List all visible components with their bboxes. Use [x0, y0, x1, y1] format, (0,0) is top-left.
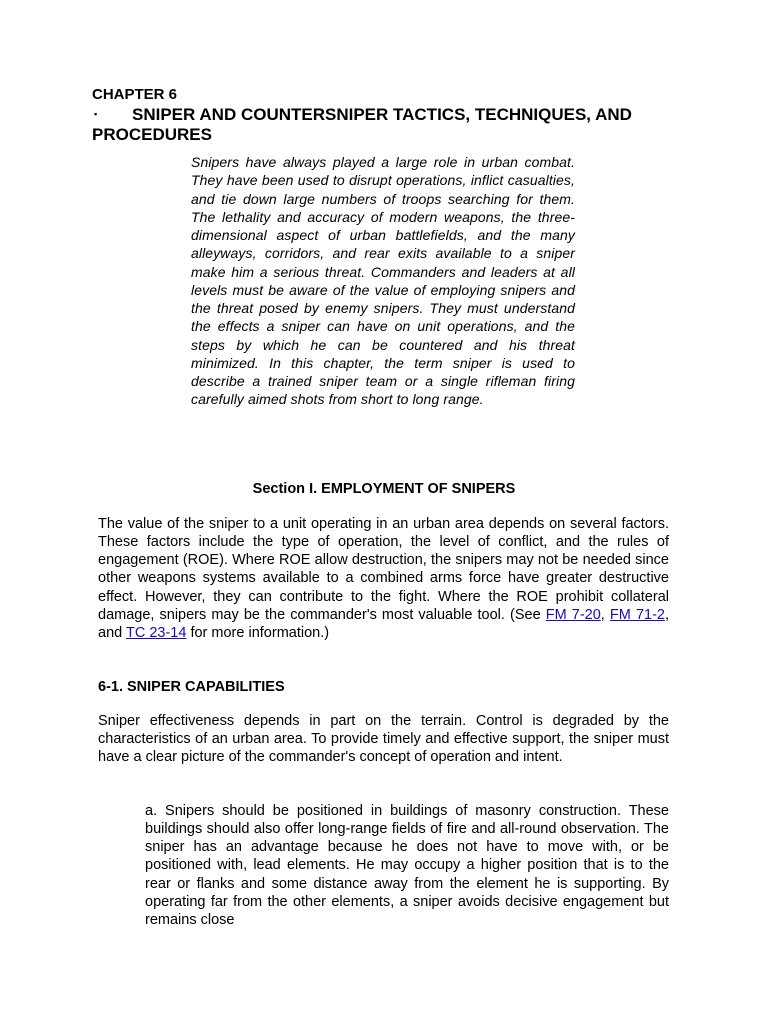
paragraph-capabilities: Sniper effectiveness depends in part on the terrain. Control is degraded by the characteristics of an urban area. To provide timely and effective support, the sniper must have a clear picture of the commander's concept of operation and intent.: [98, 713, 669, 766]
subsection-heading: 6-1. SNIPER CAPABILITIES: [98, 679, 285, 695]
link-fm-7-20[interactable]: FM 7-20: [545, 606, 601, 623]
paragraph-tail: for more information.): [190, 624, 330, 641]
paragraph-item-a: a. Snipers should be positioned in buildings of masonry construction. These buildings should also offer long-range fields of fire and all-round observation. The sniper has an advantage because he does not have to move with, or be positioned with, lead elements. He may occupy a higher position that is to the rear or flanks and some distance away from the element he is supporting. By operating far from the other elements, a sniper avoids decisive engagement but remains close: [145, 803, 669, 928]
link-separator: , and: [98, 606, 669, 641]
link-fm-71-2[interactable]: FM 71-2: [609, 606, 665, 623]
bullet-icon: ▪: [94, 109, 98, 119]
chapter-label: CHAPTER 6: [92, 86, 178, 103]
chapter-title-text: SNIPER AND COUNTERSNIPER TACTICS, TECHNIQUES, AND PROCEDURES: [92, 105, 632, 144]
section-heading: Section I. EMPLOYMENT OF SNIPERS: [252, 481, 516, 497]
link-tc-23-14[interactable]: TC 23-14: [125, 624, 187, 641]
paragraph-employment: [98, 515, 669, 642]
paragraph-text: The value of the sniper to a unit operating in an urban area depends on several factors. These factors include the type of operation, the level of conflict, and the rules of engagement (ROE). Where ROE allow destruction, the snipers may not be needed since other weapons systems available to a combined arms force have greater destructive effect. However, they can contribute to the fight. Where the ROE prohibit collateral damage, snipers may be the commander's most valuable tool. (See: [98, 516, 669, 623]
link-separator: ,: [600, 606, 605, 623]
chapter-title: [92, 104, 672, 145]
chapter-intro: Snipers have always played a large role in urban combat. They have been used to disrupt operations, inflict casualties, and tie down large numbers of troops searching for them. The lethality and accuracy of modern weapons, the three-dimensional aspect of urban battlefields, and the many alleyways, corridors, and rear exits available to a sniper make him a serious threat. Commanders and leaders at all levels must be aware of the value of employing snipers and the threat posed by enemy snipers. They must understand the effects a sniper can have on unit operations, and the steps by which he can be countered and his threat minimized. In this chapter, the term sniper is used to describe a trained sniper team or a single rifleman firing carefully aimed shots from short to long range.: [191, 154, 575, 408]
